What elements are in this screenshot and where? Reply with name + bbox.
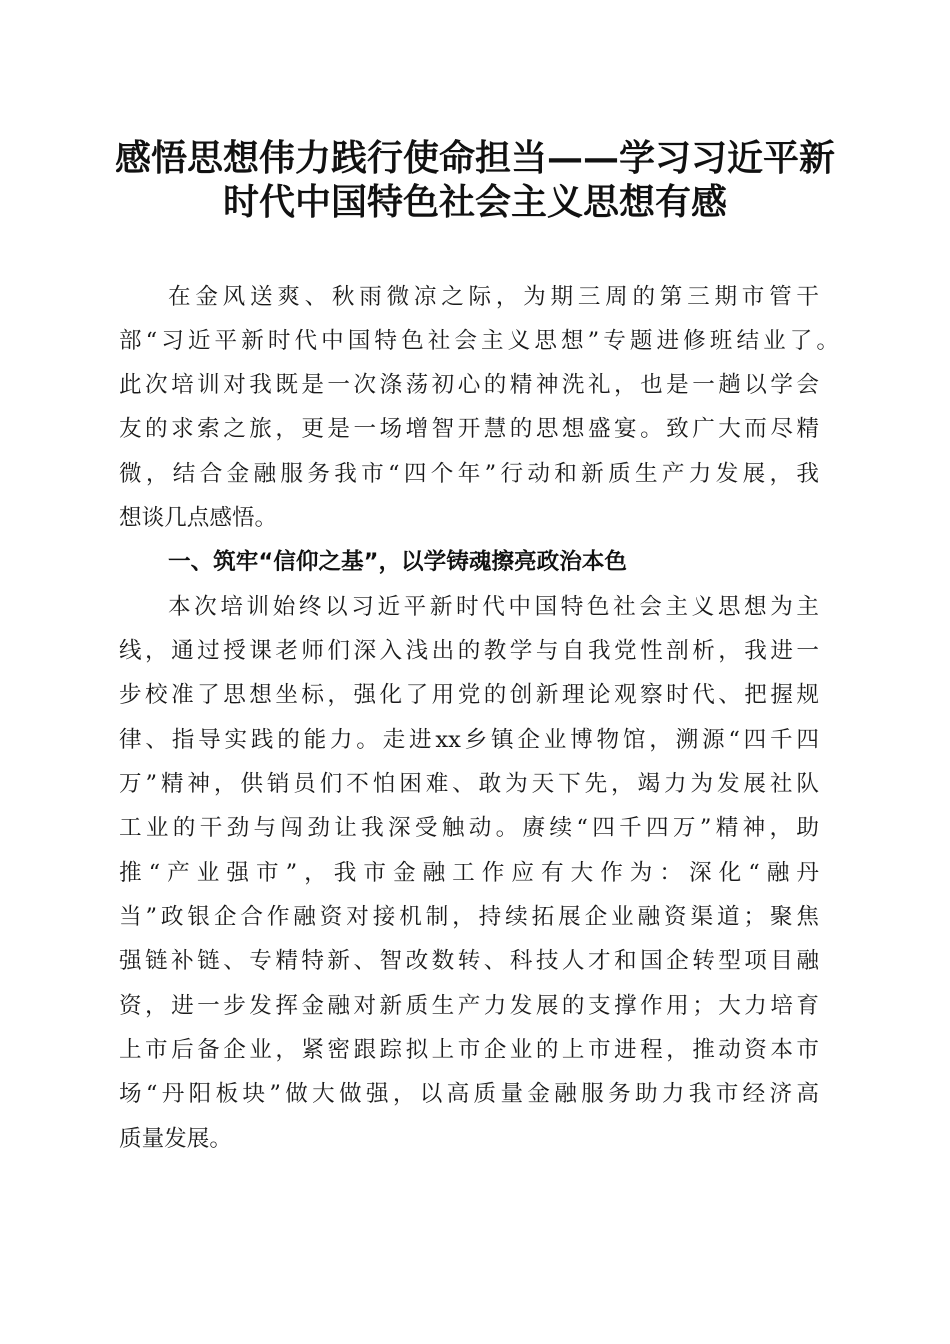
- paragraph-line: 友的求索之旅，更是一场增智开慧的思想盛宴。致广大而尽精: [119, 416, 819, 442]
- paragraph-line: 工业的干劲与闯劲让我深受触动。赓续“四千四万”精神，助: [119, 815, 819, 841]
- paragraph-line: 场“丹阳板块”做大做强，以高质量金融服务助力我市经济高: [119, 1081, 819, 1107]
- paragraph-line: 律、指导实践的能力。走进xx乡镇企业博物馆，溯源“四千四: [119, 727, 819, 753]
- paragraph-line: 线，通过授课老师们深入浅出的教学与自我党性剖析，我进一: [119, 638, 819, 664]
- paragraph-line: 本次培训始终以习近平新时代中国特色社会主义思想为主: [168, 594, 819, 620]
- section-heading-1: 一、筑牢“信仰之基”，以学铸魂擦亮政治本色: [168, 549, 627, 575]
- paragraph-line: 在金风送爽、秋雨微凉之际，为期三周的第三期市管干: [168, 284, 819, 310]
- paragraph-line: 上市后备企业，紧密跟踪拟上市企业的上市进程，推动资本市: [119, 1037, 819, 1063]
- paragraph-line: 此次培训对我既是一次涤荡初心的精神洗礼，也是一趟以学会: [119, 372, 819, 398]
- paragraph-line: 想谈几点感悟。: [119, 505, 278, 531]
- paragraph-line: 质量发展。: [119, 1126, 232, 1152]
- paragraph-line: 万”精神，供销员们不怕困难、敢为天下先，竭力为发展社队: [119, 771, 819, 797]
- document-title-line-2: 时代中国特色社会主义思想有感: [222, 181, 727, 223]
- paragraph-line: 强链补链、专精特新、智改数转、科技人才和国企转型项目融: [119, 948, 819, 974]
- paragraph-line: 步校准了思想坐标，强化了用党的创新理论观察时代、把握规: [119, 682, 819, 708]
- paragraph-line: 微，结合金融服务我市“四个年”行动和新质生产力发展，我: [119, 461, 819, 487]
- paragraph-line: 推“产业强市”，我市金融工作应有大作为：深化“融丹: [119, 860, 819, 886]
- paragraph-line: 当”政银企合作融资对接机制，持续拓展企业融资渠道；聚焦: [119, 904, 819, 930]
- paragraph-line: 部“习近平新时代中国特色社会主义思想”专题进修班结业了。: [119, 328, 839, 354]
- paragraph-line: 资，进一步发挥金融对新质生产力发展的支撑作用；大力培育: [119, 993, 819, 1019]
- document-title-line-1: 感悟思想伟力践行使命担当——学习习近平新: [114, 137, 835, 179]
